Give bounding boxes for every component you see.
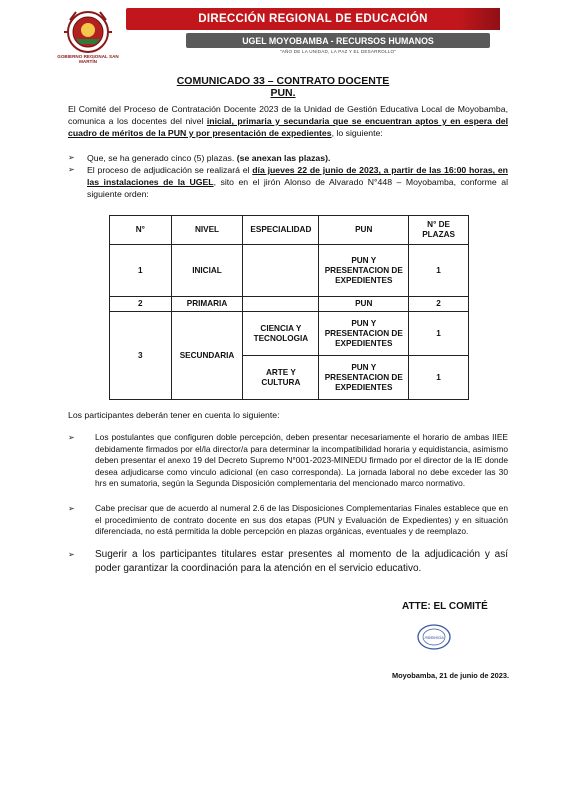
bullet-item xyxy=(68,152,508,164)
arrow-bullet-icon: ➢ xyxy=(68,504,75,513)
bullet-item xyxy=(68,164,508,200)
bullet-bold: (se anexan las plazas). xyxy=(236,153,331,163)
note-text: Cabe precisar que de acuerdo al numeral 2.6 de las Disposiciones Complementarias Finales establece que en el procedimiento de contrato docente en sus dos etapas (PUN y Evaluación de Expedientes) y en situación diferenciada, no está permitida la doble percepción en plazas orgánicas, eventuales y de reemplazo. xyxy=(95,503,508,537)
participants-heading: Los participantes deberán tener en cuenta lo siguiente: xyxy=(68,410,280,420)
arrow-bullet-icon: ➢ xyxy=(68,550,75,559)
table-row xyxy=(110,245,469,297)
col-header-n: N° xyxy=(110,216,172,245)
col-header-pun: PUN xyxy=(319,216,409,245)
header-title-band: DIRECCIÓN REGIONAL DE EDUCACIÓN xyxy=(126,8,500,30)
note-text: Los postulantes que configuren doble percepción, deben presentar necesariamente el horario de ambas IIEE debidamente firmados por el/la director/a para determinar la incompatibilidad horaria y equidistancia, asimismo deben presentar el anexo 19 del Decreto Supremo N°001-2023-MINEDU firmado por el director de la IE donde desea adjudicarse como vinculo adicional (en caso corresponda). La jornada laboral no debe exceder las 30 hrs en sumatoria, según la Segunda Disposición complementaria del mencionado marco normativo. xyxy=(95,432,508,489)
col-header-nivel: NIVEL xyxy=(171,216,243,245)
committee-stamp-icon xyxy=(416,623,452,651)
cell-plazas: 1 xyxy=(409,312,469,356)
table-row xyxy=(110,297,469,312)
stamp-text: Asistencia xyxy=(424,635,444,640)
cell-n: 1 xyxy=(110,245,172,297)
cell-especialidad xyxy=(243,245,319,297)
cell-nivel: PRIMARIA xyxy=(171,297,243,312)
cell-plazas: 1 xyxy=(409,356,469,400)
arrow-bullet-icon: ➢ xyxy=(68,433,75,442)
cell-nivel: INICIAL xyxy=(171,245,243,297)
bullet-tail: , sito en el jirón Alonso de Alvarado N°448 – Moyobamba, conforme al siguiente orden: xyxy=(87,177,508,199)
bullet-text: El proceso de adjudicación se realizará el xyxy=(87,165,253,175)
note-item xyxy=(68,432,508,490)
cell-plazas: 1 xyxy=(409,245,469,297)
intro-paragraph xyxy=(68,103,508,139)
note-item xyxy=(68,503,508,538)
col-header-especialidad: ESPECIALIDAD xyxy=(243,216,319,245)
arrow-bullet-icon: ➢ xyxy=(68,165,75,174)
cell-pun: PUN xyxy=(319,297,409,312)
header-subtitle-band: UGEL MOYOBAMBA - RECURSOS HUMANOS xyxy=(186,33,490,48)
title-line-1: COMUNICADO 33 – CONTRATO DOCENTE xyxy=(176,75,390,87)
intro-emphasis: inicial, primaria y secundaria que se encuentran aptos y en espera del cuadro de méritos de la PUN y por presentación de expedientes xyxy=(68,116,508,138)
arrow-bullet-icon: ➢ xyxy=(68,153,75,162)
table-header-row xyxy=(110,216,469,245)
cell-pun: PUN Y PRESENTACION DE EXPEDIENTES xyxy=(319,312,409,356)
logo-caption: GOBIERNO REGIONAL SAN MARTÍN xyxy=(57,54,119,64)
note-item xyxy=(68,548,508,576)
cell-especialidad: ARTE Y CULTURA xyxy=(243,356,319,400)
title-line-2: PUN. xyxy=(270,87,296,99)
cell-especialidad xyxy=(243,297,319,312)
bullet-text: Que, se ha generado cinco (5) plazas. xyxy=(87,153,237,163)
letterhead xyxy=(0,0,566,72)
header-motto: "AÑO DE LA UNIDAD, LA PAZ Y EL DESARROLLO" xyxy=(279,49,397,54)
col-header-plazas: N° DE PLAZAS xyxy=(409,216,469,245)
positions-table xyxy=(109,215,469,400)
signature-committee: ATTE: EL COMITÉ xyxy=(402,601,488,612)
cell-n: 2 xyxy=(110,297,172,312)
cell-nivel: SECUNDARIA xyxy=(171,312,243,400)
intro-text-1: El Comité del Proceso de Contratación Docente 2023 de la Unidad de Gestión Educativa Local de Moyobamba, comunica a los docentes del nivel xyxy=(68,104,508,126)
bullet-emphasis: día jueves 22 de junio de 2023, a partir de las 16:00 horas, en las instalaciones de la UGEL xyxy=(87,165,508,187)
cell-especialidad: CIENCIA Y TECNOLOGIA xyxy=(243,312,319,356)
note-text: Sugerir a los participantes titulares estar presentes al momento de la adjudicación y así poder garantizar la coordinación para la atención en el servicio educativo. xyxy=(95,549,508,574)
cell-pun: PUN Y PRESENTACION DE EXPEDIENTES xyxy=(319,245,409,297)
communique-title xyxy=(0,75,566,99)
cell-plazas: 2 xyxy=(409,297,469,312)
table-row xyxy=(110,312,469,356)
cell-n: 3 xyxy=(110,312,172,400)
cell-pun: PUN Y PRESENTACION DE EXPEDIENTES xyxy=(319,356,409,400)
intro-text-2: , lo siguiente: xyxy=(331,128,383,138)
date-line: Moyobamba, 21 de junio de 2023. xyxy=(392,671,510,680)
